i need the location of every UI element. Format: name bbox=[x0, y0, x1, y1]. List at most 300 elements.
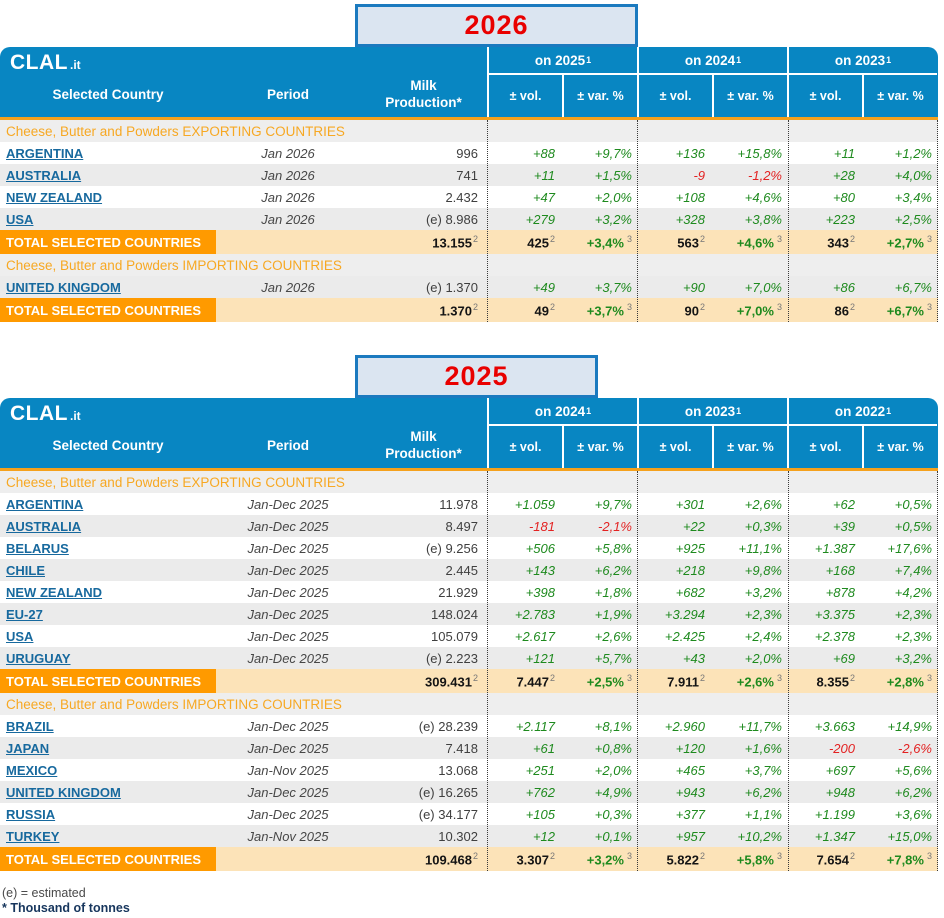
change-group bbox=[637, 651, 787, 666]
vol-cell: +223 bbox=[825, 211, 855, 227]
change-group bbox=[637, 719, 787, 734]
vol-cell: +39 bbox=[832, 518, 855, 534]
change-group bbox=[637, 212, 787, 227]
var-cell: +3,7% bbox=[594, 279, 632, 295]
change-group bbox=[787, 651, 937, 666]
country-row bbox=[0, 647, 938, 669]
var-cell: +7,4% bbox=[894, 562, 932, 578]
var-cell: +9,8% bbox=[744, 562, 782, 578]
change-group bbox=[787, 146, 937, 161]
change-group bbox=[787, 519, 937, 534]
vol-cell: +3.375 bbox=[814, 606, 855, 622]
country-link[interactable]: MEXICO bbox=[6, 762, 58, 778]
vol-cell: -181 bbox=[528, 518, 555, 534]
country-link[interactable]: ARGENTINA bbox=[6, 496, 84, 512]
var-cell: +9,7% bbox=[594, 145, 632, 161]
country-link[interactable]: ARGENTINA bbox=[6, 145, 84, 161]
compare-subheaders bbox=[639, 424, 787, 468]
vol-cell: +43 bbox=[682, 650, 705, 666]
compare-group-on-2022 bbox=[787, 398, 937, 468]
change-group bbox=[487, 785, 637, 800]
var-cell: +1,8% bbox=[594, 584, 632, 600]
var-cell: -1,2% bbox=[748, 167, 782, 183]
var-cell: +5,8% bbox=[594, 540, 632, 556]
subcol-var-header: ± var. % bbox=[877, 89, 924, 103]
total-change-group bbox=[787, 302, 937, 318]
country-cell bbox=[0, 785, 216, 800]
year-title: 2025 bbox=[444, 361, 509, 391]
period-cell: Jan 2026 bbox=[261, 145, 315, 161]
var-cell: +17,6% bbox=[887, 540, 932, 556]
vol-cell: +2.960 bbox=[664, 718, 705, 734]
vol-cell: +697 bbox=[825, 762, 855, 778]
year-title-box bbox=[355, 355, 598, 398]
total-var-cell: +3,4% $^3$ bbox=[586, 233, 632, 251]
footnote-superscript: 2 bbox=[699, 672, 705, 683]
vol-cell: +762 bbox=[525, 784, 555, 800]
country-row bbox=[0, 164, 938, 186]
var-cell: +10,2% bbox=[737, 828, 782, 844]
vol-cell: +957 bbox=[675, 828, 705, 844]
vol-cell: +1.387 bbox=[814, 540, 855, 556]
production-cell: (e) 1.370 bbox=[425, 279, 478, 295]
total-var-cell: +2,6% $^3$ bbox=[736, 672, 782, 690]
subcol-vol-header: ± vol. bbox=[489, 75, 564, 117]
change-group bbox=[637, 607, 787, 622]
footnote-superscript: 1 bbox=[886, 406, 892, 416]
footnote-superscript: 2 bbox=[472, 672, 478, 683]
compare-group-label: on 2024 1 bbox=[684, 52, 742, 68]
change-group bbox=[637, 519, 787, 534]
var-cell: +4,6% bbox=[744, 189, 782, 205]
production-cell: (e) 16.265 bbox=[418, 784, 478, 800]
total-production-cell: 109.468$^2$ bbox=[424, 850, 478, 868]
country-row bbox=[0, 581, 938, 603]
var-cell: +3,2% bbox=[594, 211, 632, 227]
change-group bbox=[637, 585, 787, 600]
compare-group-label: on 2025 1 bbox=[534, 52, 592, 68]
var-cell: +4,9% bbox=[594, 784, 632, 800]
change-group bbox=[637, 280, 787, 295]
change-group bbox=[487, 541, 637, 556]
table-body bbox=[0, 120, 938, 322]
country-link[interactable]: NEW ZEALAND bbox=[6, 189, 103, 205]
country-link[interactable]: JAPAN bbox=[6, 740, 50, 756]
country-row bbox=[0, 603, 938, 625]
change-group bbox=[637, 741, 787, 756]
subcol-vol-header: ± vol. bbox=[639, 426, 714, 468]
total-var-cell: +2,5% $^3$ bbox=[586, 672, 632, 690]
total-label: TOTAL SELECTED COUNTRIES bbox=[0, 669, 216, 693]
subcol-vol-header: ± vol. bbox=[789, 426, 864, 468]
change-group bbox=[487, 607, 637, 622]
footnote-superscript: 3 bbox=[626, 301, 632, 312]
vol-cell: +943 bbox=[675, 784, 705, 800]
total-production-cell: 13.155$^2$ bbox=[432, 233, 478, 251]
country-cell bbox=[0, 497, 216, 512]
clal-logo[interactable] bbox=[10, 52, 81, 73]
var-cell: +1,6% bbox=[744, 740, 782, 756]
country-row bbox=[0, 781, 938, 803]
total-values bbox=[216, 669, 938, 693]
var-cell: +11,7% bbox=[738, 718, 782, 734]
change-group bbox=[787, 719, 937, 734]
footnote-superscript: 2 bbox=[472, 233, 478, 244]
compare-subheaders bbox=[639, 73, 787, 117]
production-cell: 8.497 bbox=[445, 518, 478, 534]
footnote-superscript: 2 bbox=[849, 672, 855, 683]
country-row bbox=[0, 276, 938, 298]
section-header: Cheese, Butter and Powders EXPORTING COUNTRIES bbox=[0, 471, 938, 493]
production-cell: 996 bbox=[456, 145, 478, 161]
total-vol-cell: 7.911$^2$ bbox=[667, 672, 705, 690]
country-link[interactable]: URUGUAY bbox=[6, 650, 71, 666]
var-cell: +3,2% bbox=[744, 584, 782, 600]
total-change-group bbox=[787, 673, 937, 689]
var-cell: +2,0% bbox=[594, 189, 632, 205]
milk-production-table-2026 bbox=[0, 4, 944, 322]
footnote-superscript: 2 bbox=[472, 850, 478, 861]
compare-subheaders bbox=[489, 73, 637, 117]
period-cell: Jan-Dec 2025 bbox=[247, 518, 329, 534]
country-row bbox=[0, 737, 938, 759]
section-header: Cheese, Butter and Powders EXPORTING COUNTRIES bbox=[0, 120, 938, 142]
country-row bbox=[0, 715, 938, 737]
change-group bbox=[637, 785, 787, 800]
total-row bbox=[0, 298, 938, 322]
vol-cell: +22 bbox=[682, 518, 705, 534]
vol-cell: +80 bbox=[832, 189, 855, 205]
vol-cell: +948 bbox=[825, 784, 855, 800]
total-vol-cell: 343$^2$ bbox=[827, 233, 855, 251]
subcol-var-header: ± var. % bbox=[727, 440, 774, 454]
change-group bbox=[787, 497, 937, 512]
period-cell: Jan-Nov 2025 bbox=[247, 762, 329, 778]
change-group bbox=[487, 563, 637, 578]
total-row bbox=[0, 847, 938, 871]
column-header-period: Period bbox=[266, 86, 309, 102]
country-link[interactable]: BELARUS bbox=[6, 540, 69, 556]
vol-cell: +2.425 bbox=[664, 628, 705, 644]
footnote-superscript: 2 bbox=[849, 850, 855, 861]
footnote-superscript: 2 bbox=[699, 233, 705, 244]
var-cell: +0,8% bbox=[594, 740, 632, 756]
production-cell: 11.978 bbox=[439, 496, 478, 512]
change-group bbox=[487, 190, 637, 205]
country-link[interactable]: UNITED KINGDOM bbox=[6, 279, 121, 295]
change-group bbox=[787, 280, 937, 295]
vol-cell: +108 bbox=[675, 189, 705, 205]
production-cell: 13.068 bbox=[438, 762, 478, 778]
var-cell: +0,5% bbox=[894, 496, 932, 512]
section-header: Cheese, Butter and Powders IMPORTING COUNTRIES bbox=[0, 254, 938, 276]
period-cell: Jan-Dec 2025 bbox=[247, 718, 329, 734]
var-cell: -2,1% bbox=[598, 518, 632, 534]
compare-headers bbox=[487, 398, 938, 468]
country-row bbox=[0, 515, 938, 537]
change-group bbox=[487, 829, 637, 844]
country-link[interactable]: USA bbox=[6, 211, 34, 227]
column-header-country: Selected Country bbox=[52, 86, 164, 102]
var-cell: +5,7% bbox=[594, 650, 632, 666]
change-group bbox=[487, 585, 637, 600]
footnote-superscript: 2 bbox=[849, 301, 855, 312]
change-group bbox=[487, 719, 637, 734]
country-link[interactable]: NEW ZEALAND bbox=[6, 584, 103, 600]
total-var-cell: +2,7% $^3$ bbox=[886, 233, 932, 251]
milk-production-table-2025 bbox=[0, 355, 944, 871]
total-vol-cell: 7.447$^2$ bbox=[516, 672, 555, 690]
vol-cell: +377 bbox=[675, 806, 705, 822]
footnote-superscript: 2 bbox=[699, 301, 705, 312]
tables-container bbox=[0, 4, 944, 871]
country-cell bbox=[0, 719, 216, 734]
var-cell: +1,9% bbox=[594, 606, 632, 622]
vol-cell: +2.378 bbox=[814, 628, 855, 644]
vol-cell: +90 bbox=[682, 279, 705, 295]
subcol-var-header: ± var. % bbox=[727, 89, 774, 103]
var-cell: +0,3% bbox=[594, 806, 632, 822]
year-title: 2026 bbox=[464, 10, 529, 40]
vol-cell: +12 bbox=[532, 828, 555, 844]
compare-subheaders bbox=[789, 73, 937, 117]
change-group bbox=[637, 629, 787, 644]
period-cell: Jan 2026 bbox=[261, 167, 315, 183]
vol-cell: -9 bbox=[693, 167, 705, 183]
change-group bbox=[787, 807, 937, 822]
total-change-group bbox=[637, 234, 787, 250]
period-cell: Jan-Dec 2025 bbox=[247, 562, 329, 578]
total-var-cell: +3,7% $^3$ bbox=[586, 301, 632, 319]
total-change-group bbox=[487, 673, 637, 689]
country-link[interactable]: RUSSIA bbox=[6, 806, 56, 822]
country-row bbox=[0, 186, 938, 208]
country-link[interactable]: AUSTRALIA bbox=[6, 518, 82, 534]
footnote-superscript: 3 bbox=[776, 850, 782, 861]
footnote-superscript: 2 bbox=[699, 850, 705, 861]
country-cell bbox=[0, 741, 216, 756]
footnote-superscript: 2 bbox=[549, 233, 555, 244]
country-row bbox=[0, 759, 938, 781]
total-change-group bbox=[787, 851, 937, 867]
country-link[interactable]: AUSTRALIA bbox=[6, 167, 82, 183]
vol-cell: +143 bbox=[525, 562, 555, 578]
change-group bbox=[787, 541, 937, 556]
period-cell: Jan-Dec 2025 bbox=[247, 806, 329, 822]
column-header-production: Milk Production* bbox=[385, 429, 462, 461]
footnote-superscript: 1 bbox=[886, 55, 892, 65]
period-cell: Jan-Dec 2025 bbox=[247, 628, 329, 644]
total-values bbox=[216, 230, 938, 254]
period-cell: Jan-Dec 2025 bbox=[247, 584, 329, 600]
country-cell bbox=[0, 651, 216, 666]
vol-cell: +218 bbox=[675, 562, 705, 578]
vol-cell: +86 bbox=[832, 279, 855, 295]
period-cell: Jan-Dec 2025 bbox=[247, 496, 329, 512]
clal-logo[interactable] bbox=[10, 403, 81, 424]
var-cell: +2,4% bbox=[744, 628, 782, 644]
var-cell: +15,0% bbox=[887, 828, 932, 844]
change-group bbox=[787, 168, 937, 183]
subcol-vol-header: ± vol. bbox=[639, 75, 714, 117]
change-group bbox=[487, 651, 637, 666]
footnote-superscript: 1 bbox=[586, 55, 592, 65]
var-cell: +6,2% bbox=[594, 562, 632, 578]
total-var-cell: +5,8% $^3$ bbox=[736, 850, 782, 868]
change-group bbox=[787, 607, 937, 622]
footnote-superscript: 3 bbox=[926, 233, 932, 244]
vol-cell: +121 bbox=[525, 650, 555, 666]
footnote-superscript: 3 bbox=[776, 301, 782, 312]
total-var-cell: +6,7% $^3$ bbox=[886, 301, 932, 319]
var-cell: +11,1% bbox=[738, 540, 782, 556]
var-cell: +1,1% bbox=[744, 806, 782, 822]
country-cell bbox=[0, 607, 216, 622]
production-cell: 148.024 bbox=[431, 606, 478, 622]
total-vol-cell: 7.654$^2$ bbox=[816, 850, 855, 868]
var-cell: +7,0% bbox=[744, 279, 782, 295]
production-cell: 2.445 bbox=[445, 562, 478, 578]
total-vol-cell: 425$^2$ bbox=[527, 233, 555, 251]
footnote-superscript: 1 bbox=[586, 406, 592, 416]
vol-cell: +105 bbox=[525, 806, 555, 822]
change-group bbox=[487, 146, 637, 161]
var-cell: +14,9% bbox=[887, 718, 932, 734]
unit-note: * Thousand of tonnes bbox=[2, 901, 130, 915]
change-group bbox=[487, 629, 637, 644]
vol-cell: +61 bbox=[532, 740, 555, 756]
compare-group-on-2024 bbox=[637, 47, 787, 117]
compare-subheaders bbox=[489, 424, 637, 468]
period-cell: Jan-Dec 2025 bbox=[247, 784, 329, 800]
production-cell: (e) 34.177 bbox=[418, 806, 478, 822]
estimated-note: (e) = estimated bbox=[2, 886, 86, 900]
vol-cell: +878 bbox=[825, 584, 855, 600]
country-cell bbox=[0, 280, 216, 295]
var-cell: +4,0% bbox=[894, 167, 932, 183]
country-link[interactable]: BRAZIL bbox=[6, 718, 54, 734]
vol-cell: +925 bbox=[675, 540, 705, 556]
total-change-group bbox=[637, 302, 787, 318]
vol-cell: +1.347 bbox=[814, 828, 855, 844]
table-header bbox=[0, 47, 938, 117]
country-row bbox=[0, 142, 938, 164]
var-cell: +2,3% bbox=[744, 606, 782, 622]
production-cell: (e) 28.239 bbox=[418, 718, 478, 734]
vol-cell: +279 bbox=[525, 211, 555, 227]
country-cell bbox=[0, 190, 216, 205]
country-link[interactable]: USA bbox=[6, 628, 34, 644]
change-group bbox=[487, 280, 637, 295]
period-cell: Jan-Dec 2025 bbox=[247, 650, 329, 666]
period-cell: Jan-Dec 2025 bbox=[247, 540, 329, 556]
change-group bbox=[787, 829, 937, 844]
vol-cell: +1.059 bbox=[514, 496, 555, 512]
total-vol-cell: 5.822$^2$ bbox=[666, 850, 705, 868]
country-cell bbox=[0, 212, 216, 227]
country-row bbox=[0, 537, 938, 559]
var-cell: +8,1% bbox=[594, 718, 632, 734]
change-group bbox=[637, 807, 787, 822]
vol-cell: +47 bbox=[532, 189, 555, 205]
var-cell: +6,2% bbox=[744, 784, 782, 800]
production-cell: 7.418 bbox=[445, 740, 478, 756]
change-group bbox=[487, 497, 637, 512]
total-label: TOTAL SELECTED COUNTRIES bbox=[0, 298, 216, 322]
country-link[interactable]: EU-27 bbox=[6, 606, 43, 622]
change-group bbox=[637, 541, 787, 556]
vol-cell: +62 bbox=[832, 496, 855, 512]
var-cell: +15,8% bbox=[737, 145, 782, 161]
vol-cell: +3.663 bbox=[814, 718, 855, 734]
total-vol-cell: 90$^2$ bbox=[684, 301, 705, 319]
vol-cell: +465 bbox=[675, 762, 705, 778]
country-link[interactable]: UNITED KINGDOM bbox=[6, 784, 121, 800]
production-cell: (e) 8.986 bbox=[425, 211, 478, 227]
compare-group-label: on 2022 1 bbox=[834, 403, 892, 419]
compare-group-label: on 2023 1 bbox=[684, 403, 742, 419]
compare-group-on-2023 bbox=[637, 398, 787, 468]
total-vol-cell: 86$^2$ bbox=[834, 301, 855, 319]
vol-cell: +69 bbox=[832, 650, 855, 666]
column-header-country: Selected Country bbox=[52, 437, 164, 453]
change-group bbox=[637, 497, 787, 512]
var-cell: +2,6% bbox=[594, 628, 632, 644]
country-row bbox=[0, 493, 938, 515]
change-group bbox=[487, 168, 637, 183]
period-cell: Jan 2026 bbox=[261, 279, 315, 295]
total-var-cell: +3,2% $^3$ bbox=[586, 850, 632, 868]
production-cell: 741 bbox=[456, 167, 478, 183]
total-label: TOTAL SELECTED COUNTRIES bbox=[0, 230, 216, 254]
clal-logo-text: CLAL bbox=[10, 51, 68, 74]
vol-cell: +2.117 bbox=[515, 718, 555, 734]
country-cell bbox=[0, 585, 216, 600]
total-row bbox=[0, 230, 938, 254]
change-group bbox=[637, 146, 787, 161]
compare-group-on-2025 bbox=[487, 47, 637, 117]
period-cell: Jan 2026 bbox=[261, 189, 315, 205]
total-vol-cell: 563$^2$ bbox=[677, 233, 705, 251]
var-cell: +2,6% bbox=[744, 496, 782, 512]
vol-cell: +168 bbox=[825, 562, 855, 578]
total-change-group bbox=[637, 673, 787, 689]
footnote-superscript: 2 bbox=[549, 672, 555, 683]
column-header-period: Period bbox=[266, 437, 309, 453]
change-group bbox=[487, 807, 637, 822]
var-cell: +2,5% bbox=[894, 211, 932, 227]
footnote-superscript: 3 bbox=[776, 233, 782, 244]
total-var-cell: +4,6% $^3$ bbox=[736, 233, 782, 251]
footnote-superscript: 2 bbox=[472, 301, 478, 312]
total-row bbox=[0, 669, 938, 693]
country-link[interactable]: TURKEY bbox=[6, 828, 60, 844]
total-change-group bbox=[487, 851, 637, 867]
var-cell: +1,2% bbox=[894, 145, 932, 161]
column-header-production: Milk Production* bbox=[385, 78, 462, 110]
var-cell: +0,1% bbox=[594, 828, 632, 844]
total-production-cell: 1.370$^2$ bbox=[439, 301, 478, 319]
country-row bbox=[0, 559, 938, 581]
country-cell bbox=[0, 629, 216, 644]
country-row bbox=[0, 803, 938, 825]
total-values bbox=[216, 298, 938, 322]
country-link[interactable]: CHILE bbox=[6, 562, 45, 578]
var-cell: +0,3% bbox=[744, 518, 782, 534]
change-group bbox=[787, 629, 937, 644]
change-group bbox=[787, 190, 937, 205]
total-values bbox=[216, 847, 938, 871]
